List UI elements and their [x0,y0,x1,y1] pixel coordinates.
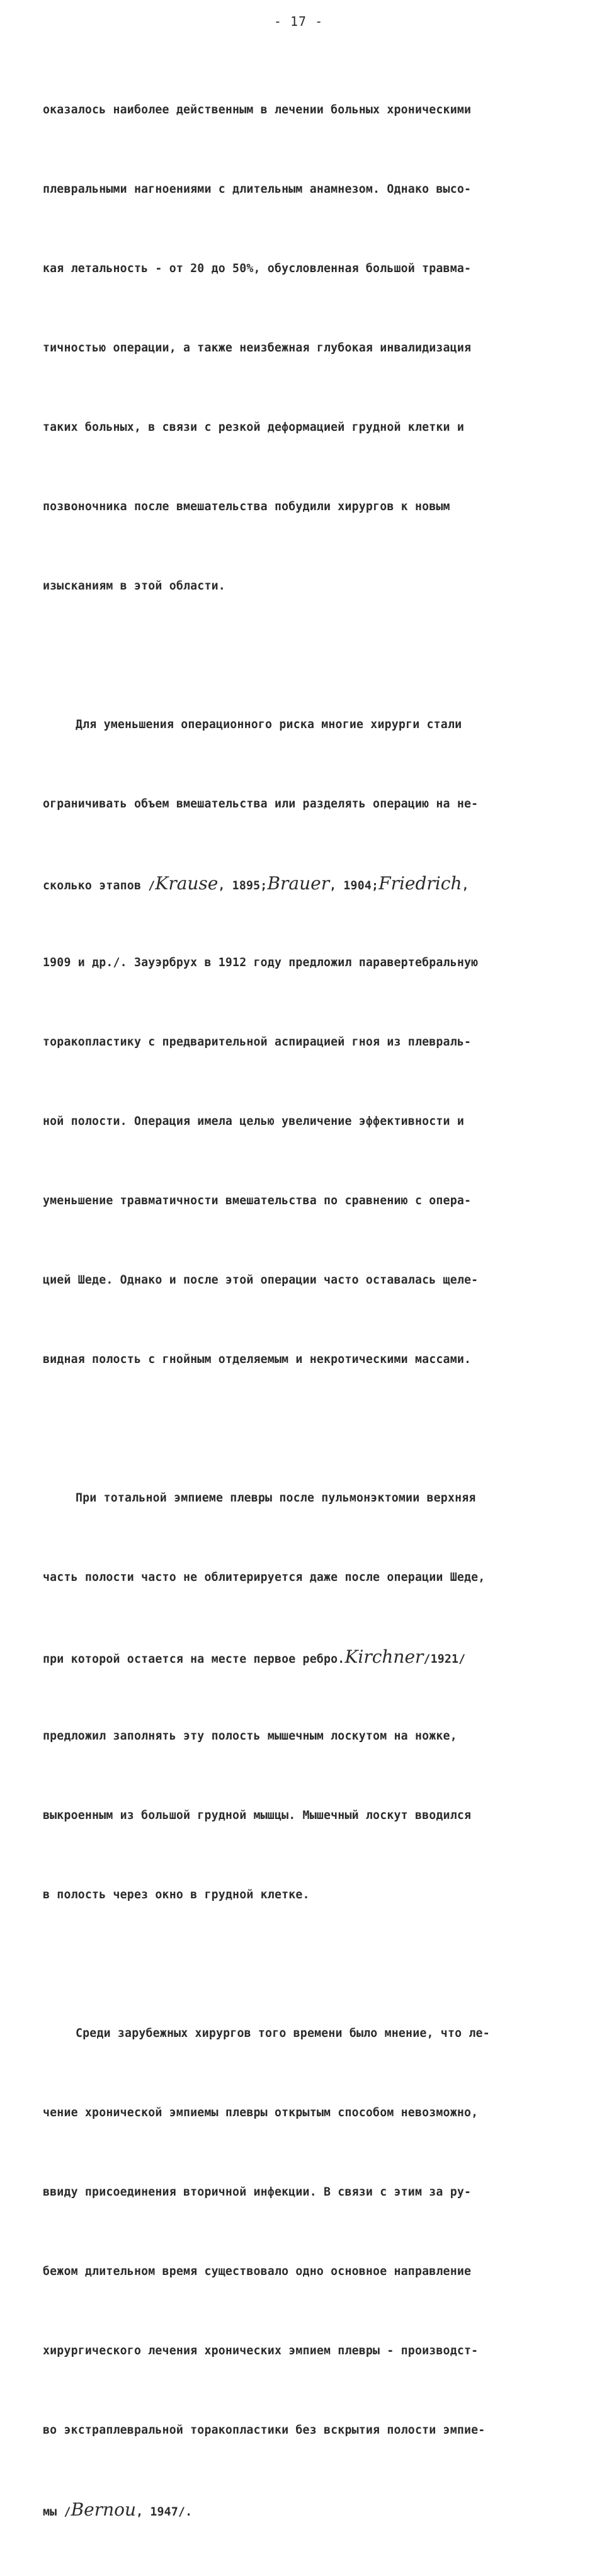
text-line: в полость через окно в грудной клетке. [43,1888,310,1901]
text-line: таких больных, в связи с резкой деформацией грудной клетки и [43,421,464,434]
text-line-with-citation [43,2497,559,2523]
text-line: ввиду присоединения вторичной инфекции. В связи с этим за ру- [43,2186,472,2199]
text-line: ограничивать объем вмешательства или разделять операцию на не- [43,797,479,811]
text-line: кая летальность - от 20 до 50%, обусловленная большой травма- [43,262,472,275]
text-line: выкроенным из большой грудной мышцы. Мышечный лоскут вводился [43,1809,472,1822]
text-line: Для уменьшения операционного риска многие хирурги стали [76,718,462,731]
text-fragment: мы / [43,2505,71,2519]
text-line: Среди зарубежных хирургов того времени было мнение, что ле- [76,2027,490,2040]
text-line: видная полость с гнойным отделяемым и некротическими массами. [43,1353,472,1366]
handwritten-name: Kirchner [344,1646,424,1667]
text-line: бежом длительном время существовало одно основное направление [43,2265,472,2278]
text-line: изысканиям в этой области. [43,579,225,593]
text-fragment: /1921/ [423,1653,466,1666]
text-line: 1909 и др./. Зауэрбрух в 1912 году предложил паравертебральную [43,956,479,969]
text-line: предложил заполнять эту полость мышечным лоскутом на ножке, [43,1730,457,1743]
text-fragment: при которой остается на месте первое ребро. [43,1653,345,1666]
text-line-with-citation [43,1644,559,1670]
text-fragment: , 1947/. [136,2505,193,2519]
text-line: При тотальной эмпиеме плевры после пульмонэктомии верхняя [76,1491,476,1505]
body-text [43,44,559,2576]
text-fragment: , [462,879,469,892]
handwritten-name: Bernou [71,2499,137,2520]
text-line: уменьшение травматичности вмешательства по сравнению с опера- [43,1194,472,1207]
text-line: цией Шеде. Однако и после этой операции часто оставалась щеле- [43,1274,479,1287]
text-line: плевральными нагноениями с длительным анамнезом. Однако высо- [43,183,472,196]
text-line: чение хронической эмпиемы плевры открытым способом невозможно, [43,2106,479,2119]
text-line: во экстраплевральной торакопластики без вскрытия полости эмпие- [43,2424,486,2437]
text-line: позвоночника после вмешательства побудили хирургов к новым [43,500,450,513]
text-line: оказалось наиболее действенным в лечении больных хроническими [43,103,472,117]
text-fragment: , 1895; [218,879,268,892]
handwritten-name: Krause [155,873,219,894]
text-line-with-citations [43,870,559,897]
text-line: ной полости. Операция имела целью увеличение эффективности и [43,1115,464,1128]
text-line: часть полости часто не облитерируется даже после операции Шеде, [43,1571,486,1584]
text-line: торакопластику с предварительной аспирацией гноя из плевраль- [43,1035,472,1049]
page-number: - 17 - [273,14,324,29]
handwritten-name: Friedrich [378,873,462,894]
text-line: хирургического лечения хронических эмпием плевры - производст- [43,2344,479,2357]
text-fragment: , 1904; [329,879,379,892]
text-fragment: сколько этапов / [43,879,156,892]
text-line: тичностью операции, а также неизбежная глубокая инвалидизация [43,341,472,355]
handwritten-name: Brauer [267,873,330,894]
